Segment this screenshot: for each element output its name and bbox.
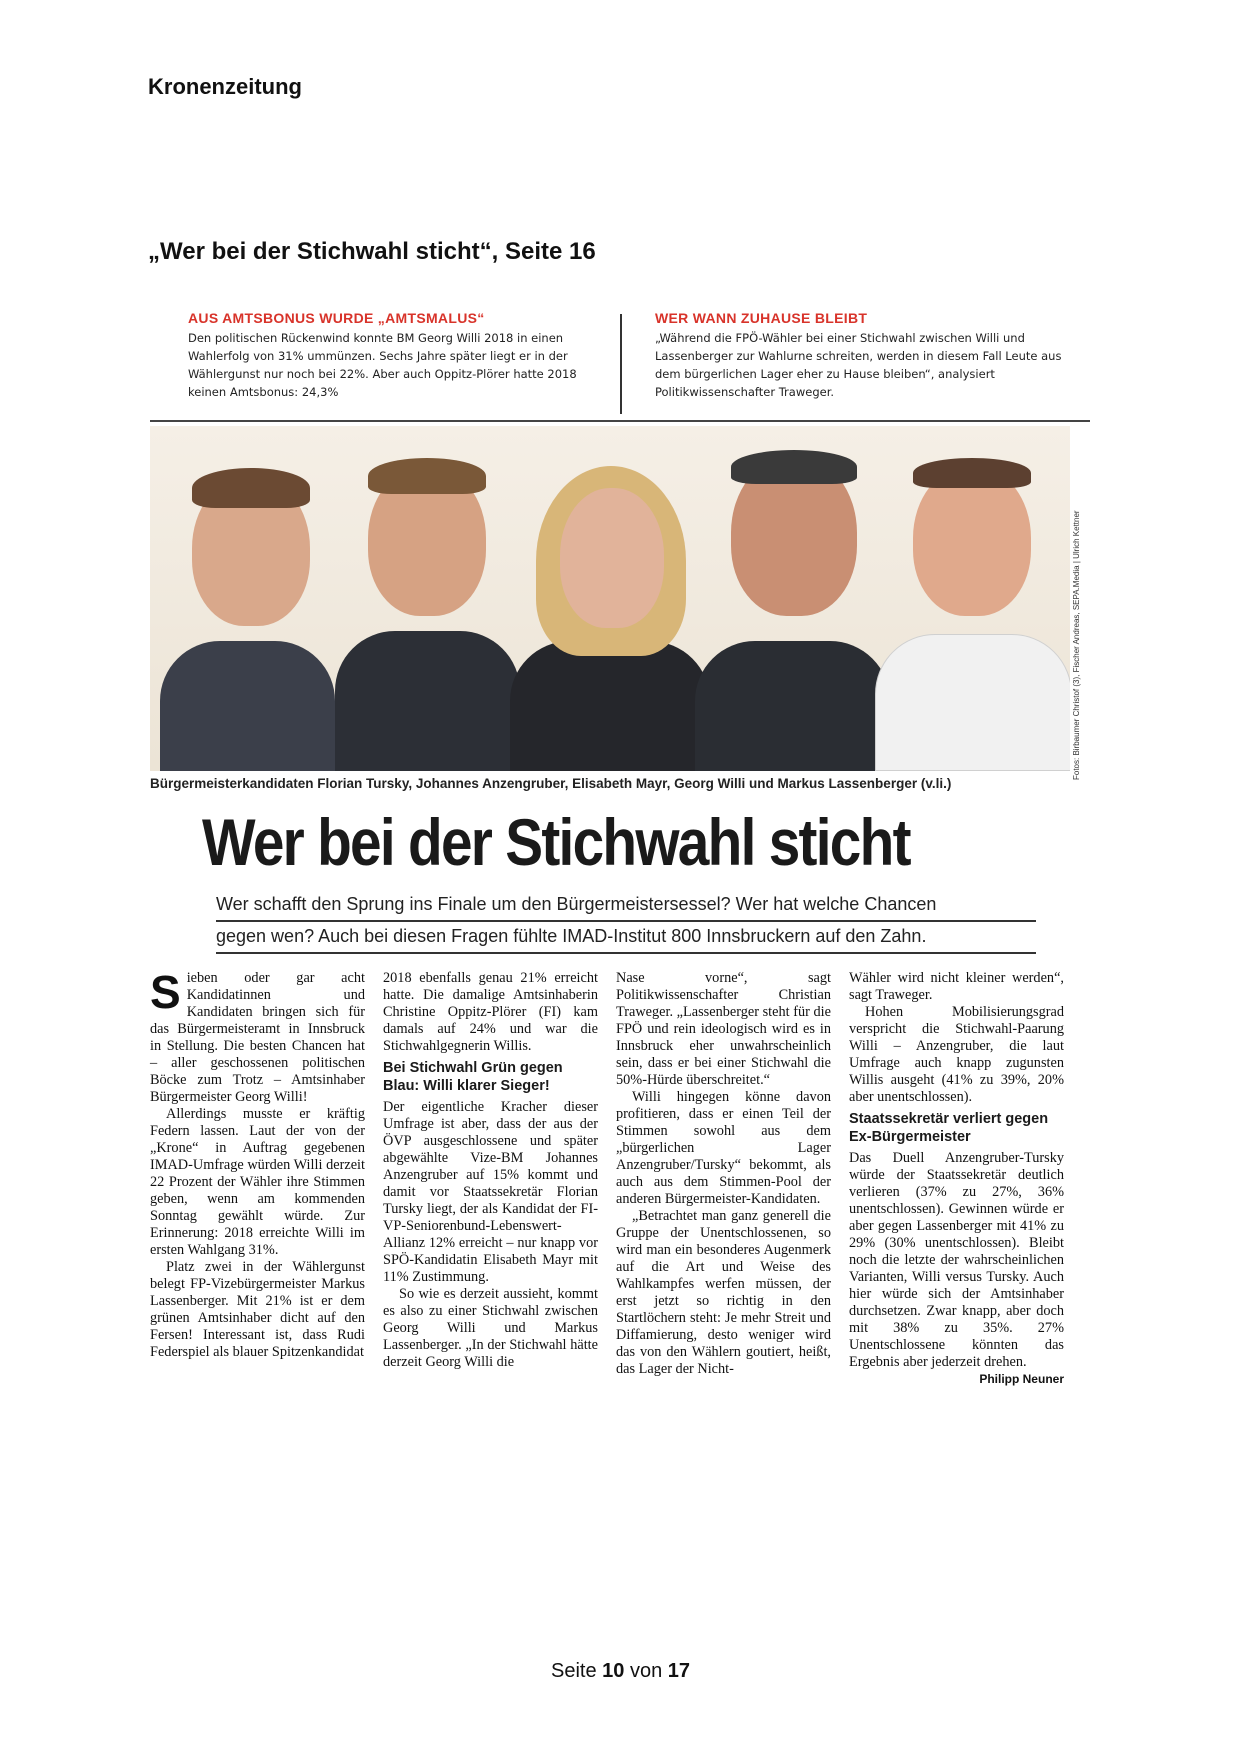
page-number: Seite 10 von 17 (550, 1660, 691, 1682)
publication-name: Kronenzeitung (148, 74, 302, 99)
teaser-right-heading: WER WANN ZUHAUSE BLEIBT (655, 310, 868, 326)
teaser-left-text: Den politischen Rückenwind konnte BM Georg Willi 2018 in einen Wahlerfolg von 31% ummünzen. Sechs Jahre später liegt er in der Wählergunst nur noch bei 22%. Aber auch Oppitz-Plörer hatte 2018 keinen Amtsbonus: 24,3% (188, 331, 577, 399)
paragraph: Wähler wird nicht kleiner werden“, sagt Traweger. (849, 970, 1064, 1003)
paragraph: 2018 ebenfalls genau 21% erreicht hatte. Die damalige Amtsinhaberin Christine Oppitz-Plörer (FI) kam damals auf 24% und war die Stichwahlgegnerin Willis. (383, 970, 598, 1054)
article-column-4 (849, 970, 1064, 1388)
paragraph: Platz zwei in der Wählergunst belegt FP-Vizebürgermeister Markus Lassenberger. Mit 21% ist er dem grünen Amtsinhaber dicht auf den Fersen! Interessant ist, dass Rudi Federspiel als blauer Spitzenkandidat (150, 1259, 365, 1360)
paragraph: Willi hingegen könne davon profitieren, dass er einen Teil der Stimmen sowohl aus dem „bürgerlichen Lager Anzengruber/Tursky“ bekommt, als auch aus dem Stimmen-Pool der anderen Bürgermeister-Kandidaten. (616, 1089, 831, 1207)
paragraph: Hohen Mobilisierungsgrad verspricht die Stichwahl-Paarung Willi – Anzengruber, die laut Umfrage auch knapp zugunsten Willis ausgeht (41% zu 39%, 20% aber unentschlossen). (849, 1004, 1064, 1105)
subheading: Staatssekretär verliert gegen Ex-Bürgermeister (849, 1111, 1049, 1145)
teaser-left (188, 310, 608, 401)
photo-caption: Bürgermeisterkandidaten Florian Tursky, Johannes Anzengruber, Elisabeth Mayr, Georg Willi und Markus Lassenberger (v.li.) (150, 776, 952, 791)
portrait-candidate-2 (330, 426, 520, 771)
subheadline-line-2: gegen wen? Auch bei diesen Fragen fühlte IMAD-Institut 800 Innsbruckern auf den Zahn. (216, 922, 1036, 954)
article-column-2 (383, 970, 598, 1371)
teaser-bar (150, 310, 1090, 422)
teaser-divider (620, 314, 622, 414)
article-author: Philipp Neuner (979, 1372, 1064, 1386)
paragraph: Der eigentliche Kracher dieser Umfrage ist aber, dass der aus der ÖVP ausgeschlossene und später abgewählte Vize-BM Johannes Anzengruber auf 15% kommt und damit vor Staatssekretär Florian Tursky liegt, der als Kandidat der FI-VP-Seniorenbund-Lebenswert-Allianz 12% erreicht – nur knapp vor SPÖ-Kandidatin Elisabeth Mayr mit 11% Zustimmung. (383, 1099, 598, 1285)
drop-cap: S (150, 966, 181, 1018)
article-headline: Wer bei der Stichwahl sticht (202, 805, 910, 879)
portrait-candidate-4 (695, 426, 890, 771)
candidates-photo (150, 426, 1070, 771)
subheadline-line-1: Wer schafft den Sprung ins Finale um den Bürgermeistersessel? Wer hat welche Chancen (216, 890, 1036, 922)
paragraph: So wie es derzeit aussieht, kommt es also zu einer Stichwahl zwischen Georg Willi und Markus Lassenberger. „In der Stichwahl hätte derzeit Georg Willi die (383, 1286, 598, 1370)
portrait-candidate-5 (875, 426, 1070, 771)
paragraph: Das Duell Anzengruber-Tursky würde der Staatssekretär deutlich verlieren (37% zu 27%, 36% unentschlossen). Gewinnen würde er aber gegen Lassenberger mit 41% zu 29% (30% unentschlossen). Bleibt noch die letzte der wahrscheinlichen Varianten, Willi versus Tursky. Auch hier würde sich der Amtsinhaber durchsetzen. Zwar knapp, aber doch mit 38% zu 35%. 27% Unentschlossene könnten das Ergebnis aber jederzeit drehen. (849, 1150, 1064, 1370)
teaser-right-text: „Während die FPÖ-Wähler bei einer Stichwahl zwischen Willi und Lassenberger zur Wahlurne schreiten, werden in diesem Fall Leute aus dem bürgerlichen Lager eher zu Hause bleiben“, analysiert Politikwissenschafter Traweger. (655, 331, 1062, 399)
article-subheadline (216, 890, 1036, 954)
portrait-candidate-1 (150, 426, 340, 771)
newspaper-clipping (150, 310, 1090, 1480)
portrait-candidate-3 (510, 426, 710, 771)
paragraph: Allerdings musste er kräftig Federn lassen. Laut der von der „Krone“ in Auftrag gegebenen IMAD-Umfrage würden Willi derzeit 22 Prozent der Wähler ihre Stimmen geben, wenn am kommenden Sonntag gewählt würde. Zur Erinnerung: 2018 erreichte Willi im ersten Wahlgang 31%. (150, 1106, 365, 1258)
article-column-1 (150, 966, 365, 1361)
teaser-right (655, 310, 1075, 401)
article-reference-title: „Wer bei der Stichwahl sticht“, Seite 16 (148, 238, 596, 265)
paragraph: „Betrachtet man ganz generell die Gruppe der Unentschlossenen, so wird man ein besonderes Augenmerk auf die Art und Weise des Wahlkampfes werfen müssen, der erst jetzt so richtig in den Startlöchern steht: Je mehr Streit und Diffamierung, desto weniger wird das von den Wählern goutiert, heißt, das Lager der Nicht- (616, 1208, 831, 1377)
photo-credit: Fotos: Birbaumer Christof (3), Fischer Andreas, SEPA.Media | Ulrich Kettner (1072, 510, 1081, 780)
subheading: Bei Stichwahl Grün gegen Blau: Willi klarer Sieger! (383, 1060, 563, 1094)
paragraph: Nase vorne“, sagt Politikwissenschafter Christian Traweger. „Lassenberger steht für die FPÖ und rein ideologisch wird es in Innsbruck eher unwahrscheinlich sein, dass er bei einer Stichwahl die 50%-Hürde überschreitet.“ (616, 970, 831, 1088)
article-column-3 (616, 970, 831, 1378)
paragraph: Sieben oder gar acht Kandidatinnen und Kandidaten bringen sich für das Bürgermeisteramt in Innsbruck in Stellung. Die besten Chancen hat – aller geschossenen politischen Böcke zum Trotz – Amtsinhaber Bürgermeister Georg Willi! (150, 966, 365, 1105)
teaser-left-heading: AUS AMTSBONUS WURDE „AMTSMALUS“ (188, 310, 485, 326)
